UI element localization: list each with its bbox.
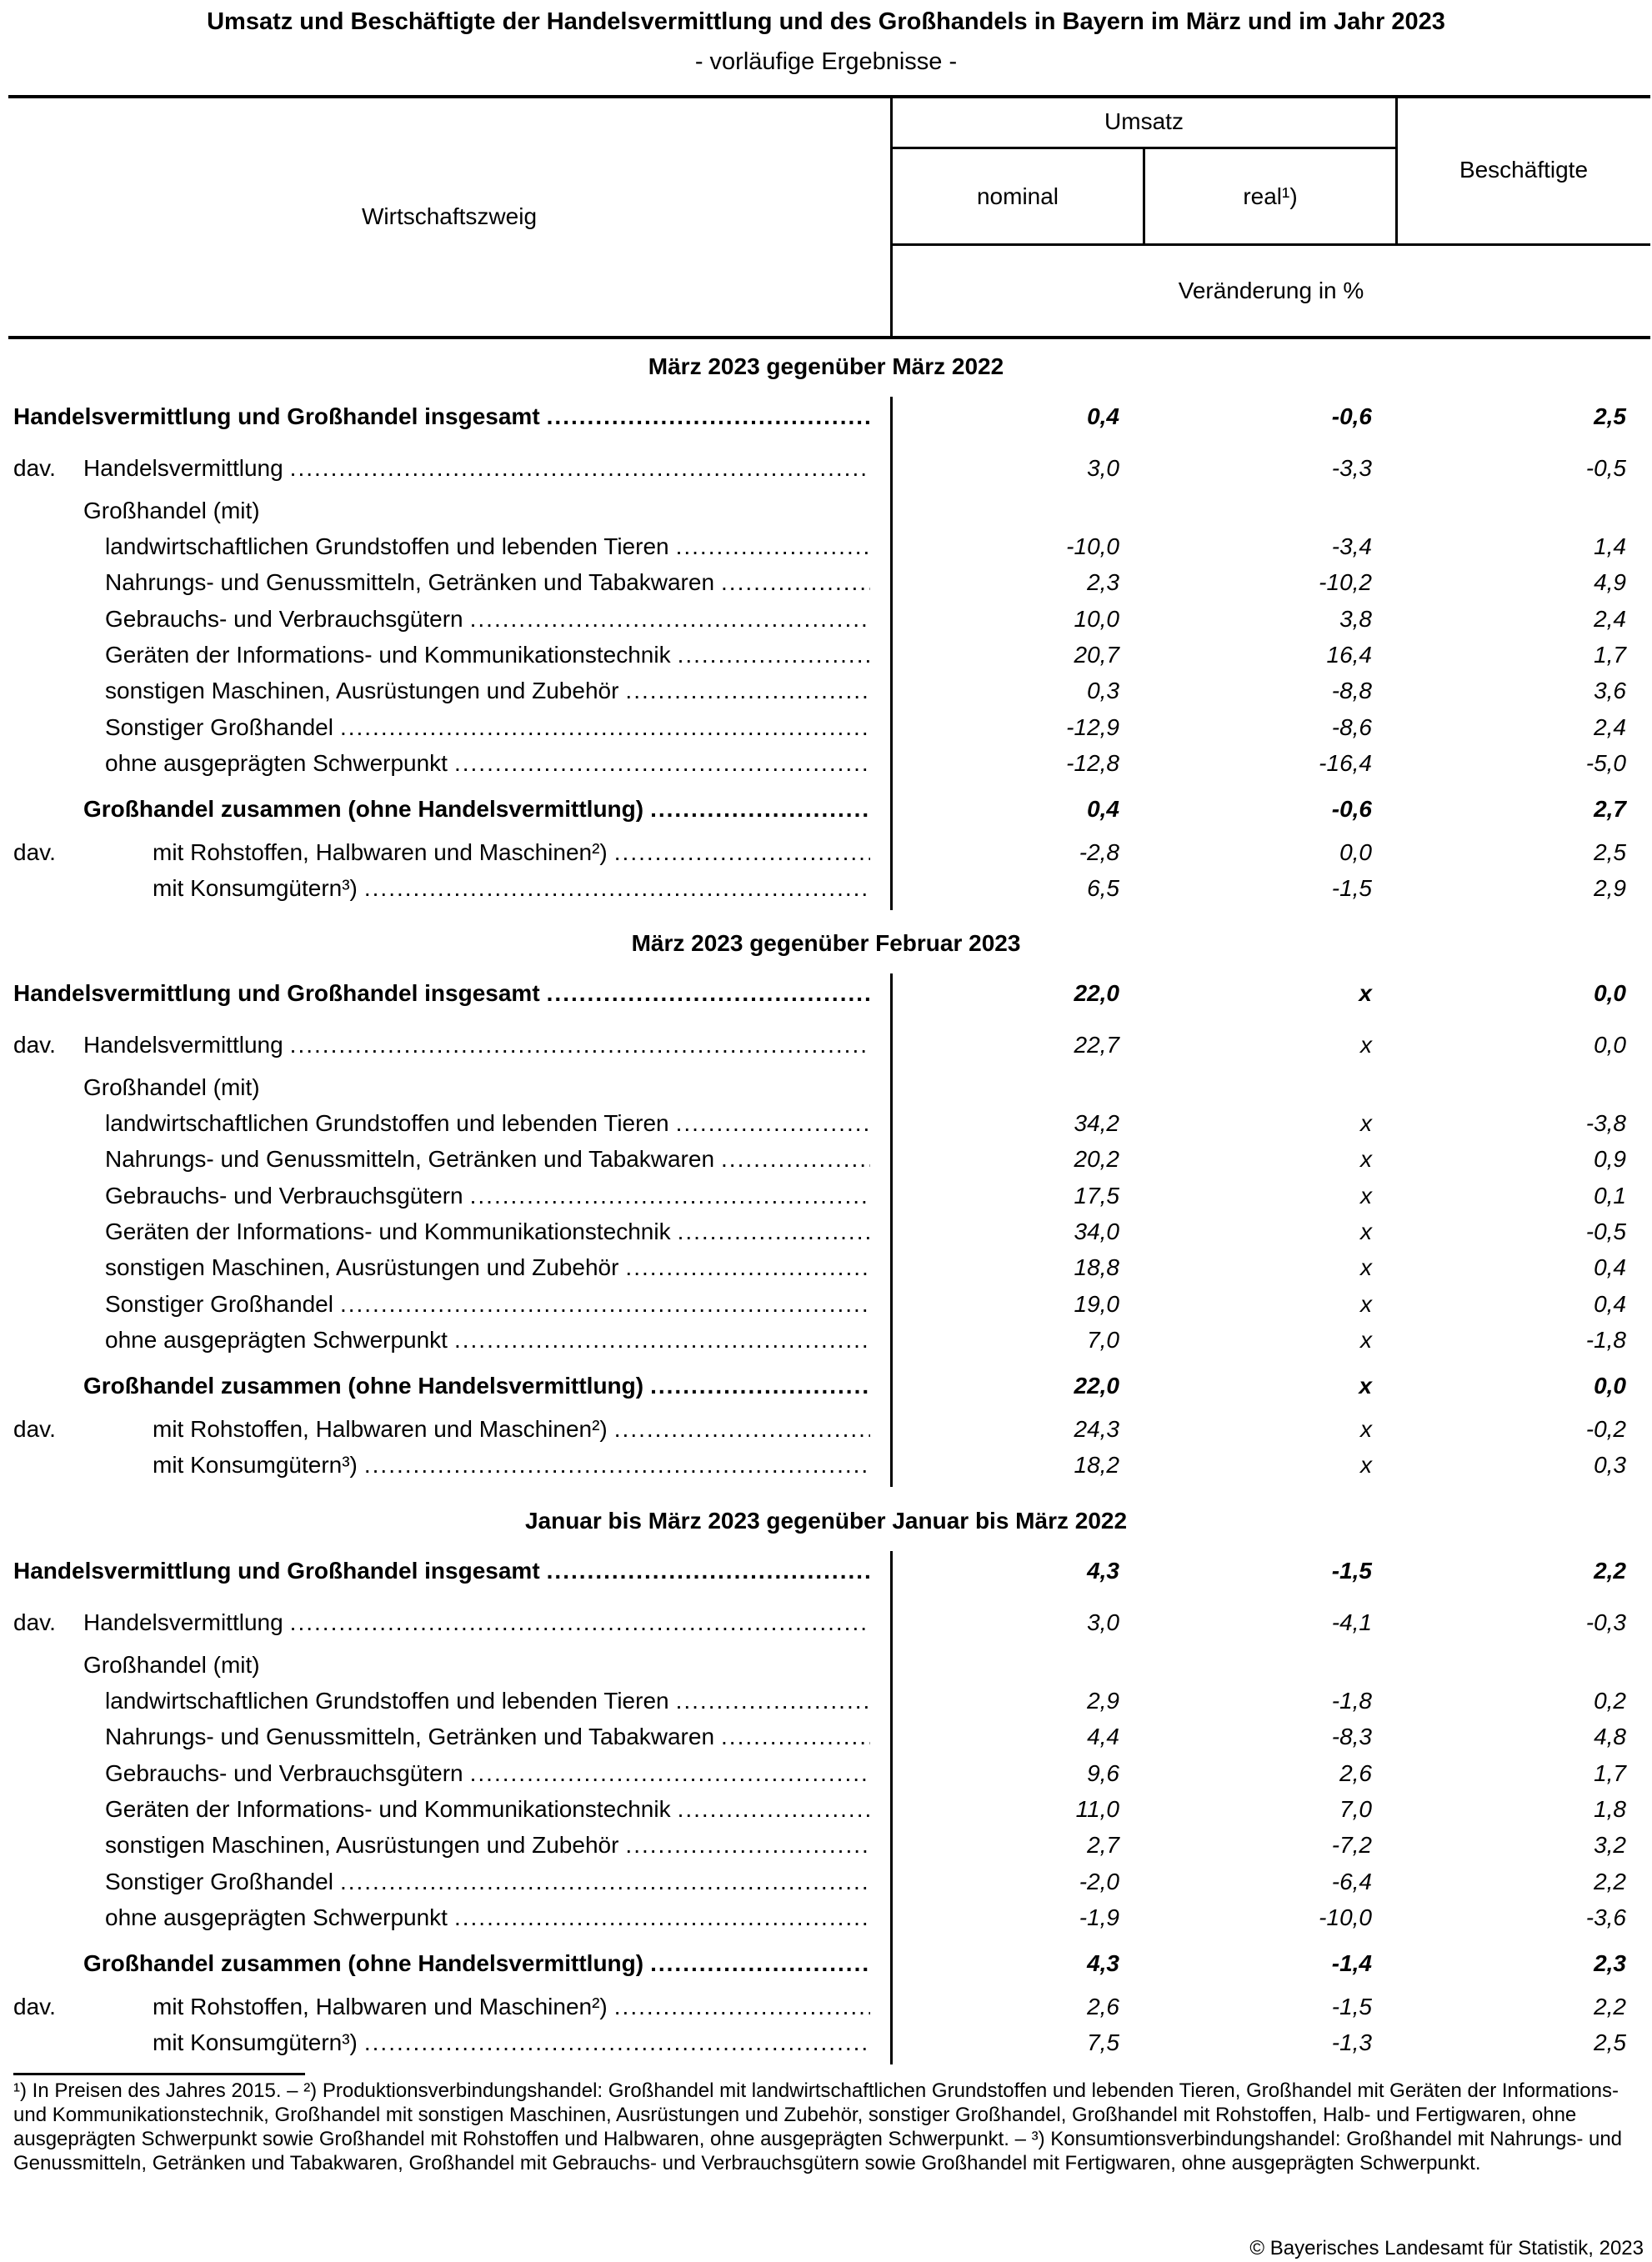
row-label-text: mit Konsumgütern³) [153, 1452, 358, 1478]
row-label-text: Handelsvermittlung [83, 455, 283, 481]
row-label [153, 1992, 870, 2022]
leader-dots [454, 1903, 870, 1933]
row-label [13, 978, 870, 1008]
row-label-text: mit Konsumgütern³) [153, 875, 358, 901]
value-beschaeftigte: 0,9 [1594, 1146, 1626, 1172]
value-nominal: 0,4 [1087, 403, 1119, 429]
row-label [13, 1556, 870, 1586]
row-label-text: Großhandel (mit) [83, 1652, 260, 1678]
row-label [153, 838, 870, 868]
value-nominal: 22,0 [1074, 1373, 1119, 1399]
leader-dots [340, 713, 870, 743]
row-label-text: Nahrungs- und Genussmitteln, Getränken und Tabakwaren [105, 569, 715, 595]
value-nominal: 6,5 [1087, 875, 1119, 901]
value-beschaeftigte: 2,5 [1594, 839, 1626, 865]
section-title: Januar bis März 2023 gegenüber Januar bis März 2022 [524, 1508, 1128, 1534]
row-prefix: dav. [13, 1416, 56, 1442]
value-nominal: 22,0 [1074, 980, 1119, 1006]
value-nominal: 10,0 [1074, 606, 1119, 632]
value-beschaeftigte: -0,5 [1585, 1219, 1626, 1244]
value-nominal: 2,6 [1087, 1994, 1119, 2019]
document-subtitle: - vorläufige Ergebnisse - [694, 48, 958, 75]
leader-dots [614, 1992, 870, 2022]
value-beschaeftigte: 0,4 [1594, 1254, 1626, 1280]
leader-dots [364, 2028, 870, 2058]
leader-dots [650, 794, 870, 824]
leader-dots [676, 1686, 870, 1716]
row-label [105, 1794, 870, 1824]
value-real: x [1360, 1254, 1372, 1280]
row-label-text: Gebrauchs- und Verbrauchsgütern [105, 1183, 463, 1209]
value-beschaeftigte: 2,5 [1594, 2029, 1626, 2055]
value-real: -8,6 [1331, 714, 1372, 740]
row-label-text: Sonstiger Großhandel [105, 714, 333, 740]
row-label [83, 1608, 870, 1638]
table-row-handelsvermittlung [0, 453, 1652, 483]
table-row-grosshandel-mit [0, 496, 1652, 526]
table-row-sonstiger-grosshandel [0, 1289, 1652, 1319]
row-label [105, 1108, 870, 1139]
table-row-maschinen [0, 1830, 1652, 1860]
row-label-text: mit Konsumgütern³) [153, 2029, 358, 2055]
table-row-konsumgueter [0, 2028, 1652, 2058]
row-label [83, 794, 870, 824]
table-row-landwirtschaft [0, 532, 1652, 562]
row-prefix: dav. [13, 1609, 56, 1635]
row-label-text: sonstigen Maschinen, Ausrüstungen und Zubehör [105, 1832, 619, 1858]
table-row-rohstoffe-maschinen [0, 838, 1652, 868]
row-label [105, 1830, 870, 1860]
value-beschaeftigte: 0,1 [1594, 1183, 1626, 1209]
value-beschaeftigte: 0,4 [1594, 1291, 1626, 1317]
value-real: -4,1 [1331, 1609, 1372, 1635]
leader-dots [454, 1325, 870, 1355]
table-row-maschinen [0, 676, 1652, 706]
value-nominal: 20,2 [1074, 1146, 1119, 1172]
row-label [83, 496, 870, 526]
row-label-text: Großhandel zusammen (ohne Handelsvermittlung) [83, 1950, 644, 1976]
leader-dots [454, 748, 870, 778]
table-row-ikt-geraete [0, 1794, 1652, 1824]
row-label-text: Handelsvermittlung und Großhandel insgesamt [13, 403, 540, 429]
header-nominal: nominal [976, 183, 1059, 209]
row-label-text: mit Rohstoffen, Halbwaren und Maschinen²) [153, 1994, 608, 2019]
leader-dots [721, 1144, 870, 1174]
row-label [105, 1903, 870, 1933]
row-label-text: ohne ausgeprägten Schwerpunkt [105, 750, 448, 776]
row-label-text: sonstigen Maschinen, Ausrüstungen und Zubehör [105, 1254, 619, 1280]
value-beschaeftigte: 1,8 [1594, 1796, 1626, 1822]
row-prefix: dav. [13, 839, 56, 865]
value-beschaeftigte: 1,4 [1594, 533, 1626, 559]
value-nominal: -1,9 [1079, 1904, 1119, 1930]
table-row-ohne-schwerpunkt [0, 748, 1652, 778]
header-beschaeftigte: Beschäftigte [1459, 157, 1589, 183]
table-row-handelsvermittlung [0, 1608, 1652, 1638]
leader-dots [340, 1867, 870, 1897]
row-label [153, 1450, 870, 1480]
row-label [83, 1371, 870, 1401]
footnotes: ¹) In Preisen des Jahres 2015. – ²) Produktionsverbindungshandel: Großhandel mit landwirtschaftlichen Grundstoffen und lebenden Tieren, Großhandel mit Geräten der Informations- und Kommunikationstechnik, Großhandel mit sonstigen Maschinen, Ausrüstungen und Zubehör, sonstiger Großhandel, Großhandel mit Rohstoffen, Halb- und Fertigwaren, ohne ausgeprägten Schwerpunkt sowie Großhandel mit Rohstoffen und Halbwaren, ohne ausgeprägten Schwerpunkt. – ³) Konsumtionsverbindungshandel: Großhandel mit Nahrungs- und Genussmitteln, Getränken und Tabakwaren, Großhandel mit Gebrauchs- und Verbrauchsgütern sowie Großhandel mit Fertigwaren, ohne ausgeprägten Schwerpunkt. [13, 2079, 1623, 2174]
value-beschaeftigte: 0,0 [1594, 980, 1626, 1006]
leader-dots [547, 1556, 870, 1586]
value-nominal: -10,0 [1066, 533, 1119, 559]
value-nominal: 19,0 [1074, 1291, 1119, 1317]
table-row-nahrungsmittel [0, 1144, 1652, 1174]
table-row-rohstoffe-maschinen [0, 1414, 1652, 1444]
table-row-grosshandel-mit [0, 1650, 1652, 1680]
row-label-text: ohne ausgeprägten Schwerpunkt [105, 1327, 448, 1353]
row-label [153, 1414, 870, 1444]
value-nominal: 2,7 [1087, 1832, 1119, 1858]
value-nominal: 3,0 [1087, 455, 1119, 481]
value-nominal: -12,9 [1066, 714, 1119, 740]
row-label-text: Sonstiger Großhandel [105, 1869, 333, 1894]
value-nominal: -12,8 [1066, 750, 1119, 776]
row-label [13, 402, 870, 432]
row-label [83, 1650, 870, 1680]
value-real: -1,5 [1331, 1994, 1372, 2019]
leader-dots [547, 402, 870, 432]
leader-dots [614, 1414, 870, 1444]
value-nominal: 4,4 [1087, 1724, 1119, 1749]
value-beschaeftigte: -0,5 [1585, 455, 1626, 481]
header-top-rule [8, 95, 1650, 98]
row-label-text: Großhandel (mit) [83, 498, 260, 523]
value-real: -1,5 [1331, 875, 1372, 901]
value-nominal: 34,0 [1074, 1219, 1119, 1244]
row-label [105, 568, 870, 598]
table-row-ikt-geraete [0, 1217, 1652, 1247]
row-label-text: landwirtschaftlichen Grundstoffen und lebenden Tieren [105, 1688, 669, 1714]
leader-dots [470, 1181, 870, 1211]
header-bottom-rule [8, 336, 1650, 339]
header-wirtschaftszweig: Wirtschaftszweig [361, 203, 538, 229]
value-nominal: 0,4 [1087, 796, 1119, 822]
value-real: x [1360, 1110, 1372, 1136]
value-real: x [1360, 1219, 1372, 1244]
leader-dots [290, 1030, 870, 1060]
leader-dots [470, 604, 870, 634]
value-real: -1,5 [1331, 1558, 1372, 1584]
value-beschaeftigte: 0,0 [1594, 1373, 1626, 1399]
value-nominal: 18,8 [1074, 1254, 1119, 1280]
header-mid-rule [890, 243, 1650, 246]
value-beschaeftigte: 2,2 [1594, 1558, 1626, 1584]
value-nominal: 3,0 [1087, 1609, 1119, 1635]
table-row-ohne-schwerpunkt [0, 1325, 1652, 1355]
section-title: März 2023 gegenüber Februar 2023 [631, 930, 1021, 956]
leader-dots [547, 978, 870, 1008]
value-real: x [1360, 1416, 1372, 1442]
table-row-total [0, 1556, 1652, 1586]
table-row-sonstiger-grosshandel [0, 1867, 1652, 1897]
value-real: -16,4 [1319, 750, 1372, 776]
row-label [105, 1722, 870, 1752]
value-real: 16,4 [1326, 642, 1372, 668]
row-label-text: ohne ausgeprägten Schwerpunkt [105, 1904, 448, 1930]
table-row-ohne-schwerpunkt [0, 1903, 1652, 1933]
table-row-grosshandel-zusammen [0, 794, 1652, 824]
value-real: x [1360, 1291, 1372, 1317]
row-label [105, 1759, 870, 1789]
footnote-rule [13, 2073, 305, 2075]
table-row-landwirtschaft [0, 1108, 1652, 1139]
header-unit: Veränderung in % [1178, 278, 1364, 303]
value-beschaeftigte: 2,4 [1594, 714, 1626, 740]
value-beschaeftigte: 0,0 [1594, 1032, 1626, 1058]
value-beschaeftigte: -3,8 [1585, 1110, 1626, 1136]
value-nominal: 20,7 [1074, 642, 1119, 668]
value-real: x [1360, 1183, 1372, 1209]
value-nominal: 2,9 [1087, 1688, 1119, 1714]
leader-dots [625, 1253, 870, 1283]
table-row-grosshandel-zusammen [0, 1949, 1652, 1979]
row-label [105, 640, 870, 670]
value-real: x [1359, 1373, 1372, 1399]
row-label-text: Handelsvermittlung und Großhandel insgesamt [13, 980, 540, 1006]
table-row-gebrauchsgueter [0, 1181, 1652, 1211]
table-row-nahrungsmittel [0, 1722, 1652, 1752]
table-row-maschinen [0, 1253, 1652, 1283]
value-nominal: 7,5 [1087, 2029, 1119, 2055]
row-label-text: Großhandel (mit) [83, 1074, 260, 1100]
value-nominal: 24,3 [1074, 1416, 1119, 1442]
value-real: -8,3 [1331, 1724, 1372, 1749]
value-beschaeftigte: 0,2 [1594, 1688, 1626, 1714]
value-nominal: 2,3 [1087, 569, 1119, 595]
table-row-gebrauchsgueter [0, 1759, 1652, 1789]
header-real: real¹) [1243, 183, 1298, 209]
leader-dots [470, 1759, 870, 1789]
value-beschaeftigte: 1,7 [1594, 1760, 1626, 1786]
row-label-text: Nahrungs- und Genussmitteln, Getränken und Tabakwaren [105, 1146, 715, 1172]
row-label-text: Großhandel zusammen (ohne Handelsvermittlung) [83, 1373, 644, 1399]
value-beschaeftigte: 1,7 [1594, 642, 1626, 668]
row-label [105, 1217, 870, 1247]
leader-dots [678, 1217, 870, 1247]
row-label [105, 1144, 870, 1174]
value-beschaeftigte: -5,0 [1585, 750, 1626, 776]
leader-dots [650, 1949, 870, 1979]
value-beschaeftigte: 2,5 [1594, 403, 1626, 429]
value-real: -3,3 [1331, 455, 1372, 481]
value-real: 0,0 [1339, 839, 1372, 865]
value-beschaeftigte: -1,8 [1585, 1327, 1626, 1353]
table-row-sonstiger-grosshandel [0, 713, 1652, 743]
value-real: 3,8 [1339, 606, 1372, 632]
value-nominal: 9,6 [1087, 1760, 1119, 1786]
value-real: -8,8 [1331, 678, 1372, 703]
leader-dots [625, 1830, 870, 1860]
row-label [83, 1073, 870, 1103]
value-real: x [1359, 980, 1372, 1006]
value-beschaeftigte: 2,2 [1594, 1869, 1626, 1894]
value-beschaeftigte: 2,7 [1594, 796, 1626, 822]
leader-dots [650, 1371, 870, 1401]
leader-dots [721, 568, 870, 598]
value-real: -3,4 [1331, 533, 1372, 559]
value-beschaeftigte: 4,9 [1594, 569, 1626, 595]
row-prefix: dav. [13, 455, 56, 481]
leader-dots [625, 676, 870, 706]
value-nominal: 0,3 [1087, 678, 1119, 703]
value-beschaeftigte: -0,2 [1585, 1416, 1626, 1442]
value-real: -10,0 [1319, 1904, 1372, 1930]
value-nominal: 7,0 [1087, 1327, 1119, 1353]
row-label [83, 453, 870, 483]
value-real: x [1360, 1452, 1372, 1478]
row-label [153, 2028, 870, 2058]
row-label [105, 713, 870, 743]
row-label-text: Handelsvermittlung [83, 1609, 283, 1635]
table-row-landwirtschaft [0, 1686, 1652, 1716]
row-prefix: dav. [13, 1994, 56, 2019]
leader-dots [290, 1608, 870, 1638]
value-real: x [1360, 1327, 1372, 1353]
value-real: -1,8 [1331, 1688, 1372, 1714]
value-beschaeftigte: 2,3 [1594, 1950, 1626, 1976]
value-nominal: 4,3 [1087, 1950, 1119, 1976]
row-label [105, 1686, 870, 1716]
value-beschaeftigte: -0,3 [1585, 1609, 1626, 1635]
header-umsatz: Umsatz [1104, 108, 1184, 134]
row-label [105, 1867, 870, 1897]
value-nominal: -2,0 [1079, 1869, 1119, 1894]
table-row-total [0, 978, 1652, 1008]
value-beschaeftigte: 3,2 [1594, 1832, 1626, 1858]
row-label [105, 1181, 870, 1211]
row-label [105, 532, 870, 562]
row-label-text: Handelsvermittlung [83, 1032, 283, 1058]
row-label-text: landwirtschaftlichen Grundstoffen und lebenden Tieren [105, 1110, 669, 1136]
value-beschaeftigte: 0,3 [1594, 1452, 1626, 1478]
table-row-grosshandel-zusammen [0, 1371, 1652, 1401]
row-label-text: Geräten der Informations- und Kommunikationstechnik [105, 1219, 671, 1244]
value-real: -0,6 [1331, 796, 1372, 822]
value-nominal: 22,7 [1074, 1032, 1119, 1058]
value-real: -1,4 [1331, 1950, 1372, 1976]
value-nominal: 17,5 [1074, 1183, 1119, 1209]
table-row-total [0, 402, 1652, 432]
row-prefix: dav. [13, 1032, 56, 1058]
value-real: x [1360, 1146, 1372, 1172]
leader-dots [340, 1289, 870, 1319]
row-label-text: mit Rohstoffen, Halbwaren und Maschinen²) [153, 839, 608, 865]
row-label [153, 873, 870, 903]
row-label-text: landwirtschaftlichen Grundstoffen und lebenden Tieren [105, 533, 669, 559]
value-beschaeftigte: 4,8 [1594, 1724, 1626, 1749]
value-real: 2,6 [1339, 1760, 1372, 1786]
row-label-text: Sonstiger Großhandel [105, 1291, 333, 1317]
table-row-nahrungsmittel [0, 568, 1652, 598]
leader-dots [614, 838, 870, 868]
value-real: -1,3 [1331, 2029, 1372, 2055]
value-beschaeftigte: 2,9 [1594, 875, 1626, 901]
leader-dots [364, 1450, 870, 1480]
leader-dots [290, 453, 870, 483]
row-label-text: Gebrauchs- und Verbrauchsgütern [105, 606, 463, 632]
value-real: 7,0 [1339, 1796, 1372, 1822]
document-title: Umsatz und Beschäftigte der Handelsvermittlung und des Großhandels in Bayern im März und im Jahr 2023 [207, 8, 1445, 35]
row-label [83, 1949, 870, 1979]
value-nominal: -2,8 [1079, 839, 1119, 865]
value-beschaeftigte: 2,2 [1594, 1994, 1626, 2019]
table-row-konsumgueter [0, 873, 1652, 903]
row-label [105, 1325, 870, 1355]
value-real: -10,2 [1319, 569, 1372, 595]
leader-dots [721, 1722, 870, 1752]
value-nominal: 34,2 [1074, 1110, 1119, 1136]
row-label [105, 604, 870, 634]
row-label [83, 1030, 870, 1060]
table-row-gebrauchsgueter [0, 604, 1652, 634]
leader-dots [678, 640, 870, 670]
value-beschaeftigte: -3,6 [1585, 1904, 1626, 1930]
table-row-grosshandel-mit [0, 1073, 1652, 1103]
leader-dots [676, 1108, 870, 1139]
leader-dots [364, 873, 870, 903]
value-real: -0,6 [1331, 403, 1372, 429]
leader-dots [678, 1794, 870, 1824]
row-label [105, 1253, 870, 1283]
copyright: © Bayerisches Landesamt für Statistik, 2023 [1249, 2237, 1644, 2259]
row-label-text: Nahrungs- und Genussmitteln, Getränken und Tabakwaren [105, 1724, 715, 1749]
row-label-text: Großhandel zusammen (ohne Handelsvermittlung) [83, 796, 644, 822]
leader-dots [676, 532, 870, 562]
row-label-text: mit Rohstoffen, Halbwaren und Maschinen²) [153, 1416, 608, 1442]
row-label [105, 676, 870, 706]
value-nominal: 18,2 [1074, 1452, 1119, 1478]
table-row-konsumgueter [0, 1450, 1652, 1480]
value-real: x [1360, 1032, 1372, 1058]
table-row-rohstoffe-maschinen [0, 1992, 1652, 2022]
value-nominal: 4,3 [1087, 1558, 1119, 1584]
value-real: -7,2 [1331, 1832, 1372, 1858]
row-label-text: Geräten der Informations- und Kommunikationstechnik [105, 1796, 671, 1822]
value-real: -6,4 [1331, 1869, 1372, 1894]
row-label [105, 748, 870, 778]
table-row-handelsvermittlung [0, 1030, 1652, 1060]
section-title: März 2023 gegenüber März 2022 [648, 353, 1004, 379]
value-beschaeftigte: 3,6 [1594, 678, 1626, 703]
row-label-text: Handelsvermittlung und Großhandel insgesamt [13, 1558, 540, 1584]
row-label-text: sonstigen Maschinen, Ausrüstungen und Zubehör [105, 678, 619, 703]
value-beschaeftigte: 2,4 [1594, 606, 1626, 632]
table-row-ikt-geraete [0, 640, 1652, 670]
value-nominal: 11,0 [1075, 1796, 1119, 1822]
row-label-text: Gebrauchs- und Verbrauchsgütern [105, 1760, 463, 1786]
row-label [105, 1289, 870, 1319]
row-label-text: Geräten der Informations- und Kommunikationstechnik [105, 642, 671, 668]
